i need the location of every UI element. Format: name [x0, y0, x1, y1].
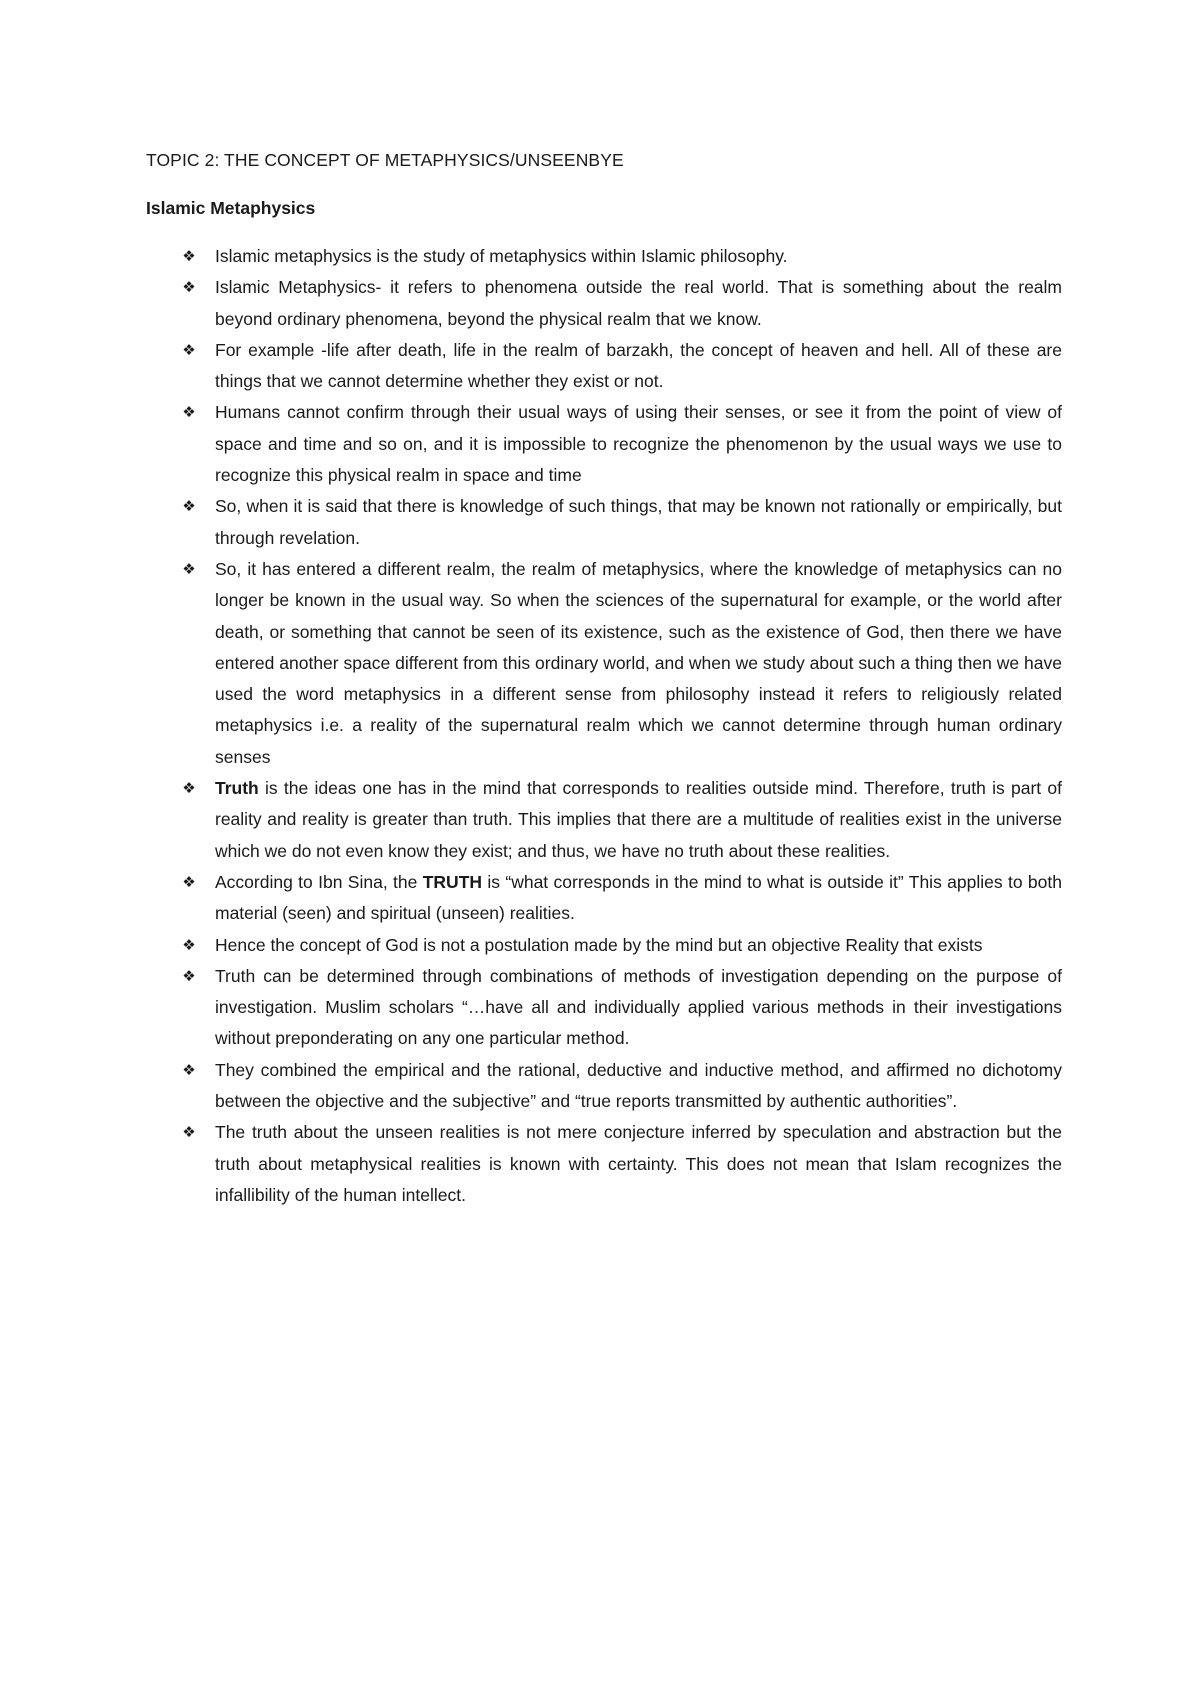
list-item-text: [215, 935, 983, 955]
four-diamond-star-icon: ❖: [182, 936, 196, 954]
four-diamond-star-icon: ❖: [182, 780, 196, 798]
list-item: [182, 1055, 1062, 1118]
list-item-text-pre: Hence the concept of God is not a postulation made by the mind but an objective Reality that exists: [215, 934, 983, 955]
four-diamond-star-icon: ❖: [182, 279, 196, 297]
four-diamond-star-icon: ❖: [182, 873, 196, 891]
four-diamond-star-icon: ❖: [182, 1124, 196, 1142]
list-item-text-post: is the ideas one has in the mind that corresponds to realities outside mind. Therefore, truth is part of reality and reality is greater than truth. This implies that there are a multitude of realities exist in the universe which we do not even know they exist; and thus, we have no truth about these realities.: [215, 778, 1062, 861]
list-item: [182, 773, 1062, 867]
four-diamond-star-icon: ❖: [182, 1061, 196, 1079]
list-item-text-pre: So, it has entered a different realm, the realm of metaphysics, where the knowledge of metaphysics can no longer be known in the usual way. So when the sciences of the supernatural for example, or the world after death, or something that cannot be seen of its existence, such as the existence of God, then there we have entered another space different from this ordinary world, and when we study about such a thing then we have used the word metaphysics in a different sense from philosophy instead it refers to religiously related metaphysics i.e. a reality of the supernatural realm which we cannot determine through human ordinary senses: [215, 558, 1062, 767]
list-item-text: [215, 402, 1062, 485]
topic-title: TOPIC 2: THE CONCEPT OF METAPHYSICS/UNSEENBYE: [146, 150, 624, 170]
list-item: [182, 397, 1062, 491]
list-item-text: [215, 1060, 1062, 1111]
list-item: [182, 554, 1062, 773]
list-item-text: [215, 277, 1062, 328]
list-item-text-pre: Humans cannot confirm through their usual ways of using their senses, or see it from the point of view of space and time and so on, and it is impossible to recognize the phenomenon by the usual ways we use to recognize this physical realm in space and time: [215, 402, 1062, 486]
list-item-text-pre: Islamic Metaphysics- it refers to phenomena outside the real world. That is something about the realm beyond ordinary phenomena, beyond the physical realm that we know.: [215, 277, 1062, 329]
list-item-text: [215, 966, 1062, 1049]
list-item-text-post: is “what corresponds in the mind to what is outside it” This applies to both material (seen) and spiritual (unseen) realities.: [215, 871, 1062, 924]
section-heading: Islamic Metaphysics: [146, 198, 316, 218]
list-item: [182, 335, 1062, 398]
list-item: [182, 930, 1062, 961]
list-item-text: [215, 559, 1062, 767]
list-item: [182, 1117, 1062, 1211]
list-item-text-pre: According to Ibn Sina, the: [215, 871, 423, 892]
list-item-text: [215, 496, 1062, 547]
four-diamond-star-icon: ❖: [182, 248, 196, 265]
four-diamond-star-icon: ❖: [182, 560, 196, 578]
list-item-text: [215, 872, 1062, 923]
list-item-text-pre: So, when it is said that there is knowledge of such things, that may be known not rationally or empirically, but through revelation.: [215, 496, 1062, 548]
list-item: [182, 241, 1062, 272]
list-item-text: [215, 246, 788, 266]
list-item-text-pre: For example -life after death, life in the realm of barzakh, the concept of heaven and hell. All of these are things that we cannot determine whether they exist or not.: [215, 339, 1062, 392]
list-item-text-pre: They combined the empirical and the rational, deductive and inductive method, and affirmed no dichotomy between the objective and the subjective” and “true reports transmitted by authentic authorities”.: [215, 1059, 1062, 1112]
list-item-text-bold: Truth: [215, 778, 259, 799]
list-item: [182, 961, 1062, 1055]
four-diamond-star-icon: ❖: [182, 404, 196, 422]
four-diamond-star-icon: ❖: [182, 498, 196, 516]
list-item-text: [215, 778, 1062, 861]
list-item: [182, 491, 1062, 554]
bullet-list: [182, 241, 1062, 1211]
list-item-text: [215, 1122, 1062, 1205]
list-item-text: [215, 340, 1062, 391]
four-diamond-star-icon: ❖: [182, 341, 196, 359]
list-item-text-pre: Islamic metaphysics is the study of metaphysics within Islamic philosophy.: [215, 246, 788, 266]
four-diamond-star-icon: ❖: [182, 967, 196, 985]
list-item: [182, 867, 1062, 930]
list-item: [182, 272, 1062, 335]
list-item-text-pre: Truth can be determined through combinations of methods of investigation depending on the purpose of investigation. Muslim scholars “…have all and individually applied various methods in their investigations without preponderating on any one particular method.: [215, 965, 1062, 1049]
list-item-text-pre: The truth about the unseen realities is not mere conjecture inferred by speculation and abstraction but the truth about metaphysical realities is known with certainty. This does not mean that Islam recognizes the infallibility of the human intellect.: [215, 1122, 1062, 1205]
list-item-text-bold: TRUTH: [422, 871, 483, 892]
